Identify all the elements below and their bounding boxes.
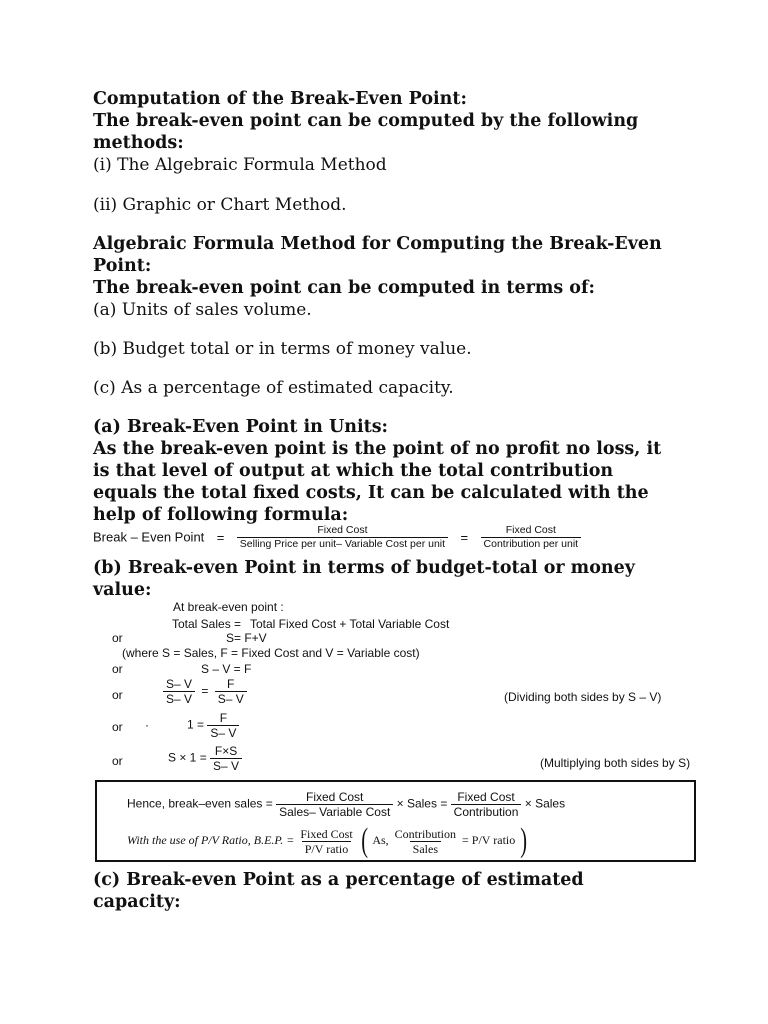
summary-line1-mid: × Sales = [396, 796, 448, 811]
formula-equals: = [460, 529, 469, 545]
term-item-percentage: (c) As a percentage of estimated capacity. [93, 378, 454, 398]
section-a-text-line: is that level of output at which the total contribution [93, 461, 614, 481]
derivation-line4: S – V = F [201, 662, 252, 676]
heading-algebraic-cont: Point: [93, 256, 152, 276]
fraction-numerator: Fixed Cost [306, 790, 364, 804]
fraction-numerator: F [219, 711, 228, 725]
summary-line2-prefix: With the use of P/V Ratio, B.E.P. = [127, 832, 295, 847]
summary-line1-suffix: × Sales [524, 796, 566, 811]
formula-units-lhs: Break – Even Point [93, 529, 205, 545]
fraction-denominator: S– V [207, 725, 239, 740]
fraction-numerator: Fixed Cost [300, 826, 353, 841]
formula-units-fraction-2 [481, 524, 582, 551]
derivation-line5 [163, 677, 247, 706]
fraction [451, 790, 522, 819]
fraction-denominator: Sales– Variable Cost [276, 804, 393, 819]
or-label: or [112, 754, 123, 768]
fraction [392, 827, 459, 856]
heading-methods-intro: The break-even point can be computed by the following [93, 111, 639, 131]
fraction-numerator: S– V [166, 677, 193, 691]
summary-line1-prefix: Hence, break–even sales = [127, 796, 273, 811]
section-b-title-cont: value: [93, 580, 152, 600]
fraction-denominator: Selling Price per unit– Variable Cost per unit [237, 537, 448, 551]
fraction [210, 744, 242, 773]
section-c-title-cont: capacity: [93, 892, 181, 912]
fraction-denominator: S– V [163, 691, 195, 706]
summary-line1 [127, 790, 565, 819]
fraction-denominator: S– V [210, 758, 242, 773]
term-item-units: (a) Units of sales volume. [93, 300, 312, 320]
fraction [276, 790, 393, 819]
formula-equals: = [216, 529, 225, 545]
fraction-denominator: Contribution per unit [481, 537, 582, 551]
derivation-line1-rhs: Total Fixed Cost + Total Variable Cost [250, 617, 450, 631]
formula-units-fraction-1 [237, 524, 448, 551]
section-c-title: (c) Break-even Point as a percentage of estimated [93, 870, 584, 890]
or-label: or [112, 720, 123, 734]
or-label: or [112, 631, 123, 645]
derivation-line7 [168, 744, 242, 773]
fraction-numerator: F×S [214, 744, 238, 758]
summary-line2-suffix: = P/V ratio [462, 832, 516, 847]
left-paren: ( [360, 822, 368, 859]
section-a-text-line: equals the total fixed costs, It can be calculated with the [93, 483, 649, 503]
note-dividing: (Dividing both sides by S – V) [504, 690, 662, 704]
fraction [297, 827, 355, 856]
section-a-text-line: As the break-even point is the point of no profit no loss, it [93, 439, 662, 459]
fraction-numerator: Fixed Cost [317, 524, 368, 536]
heading-methods-intro-cont: methods: [93, 133, 184, 153]
fraction-denominator: S– V [215, 691, 247, 706]
right-paren: ) [520, 822, 528, 859]
heading-computation: Computation of the Break-Even Point: [93, 89, 467, 109]
method-item-algebraic: (i) The Algebraic Formula Method [93, 155, 387, 175]
fraction [215, 677, 247, 706]
fraction [163, 677, 195, 706]
section-a-text-line: help of following formula: [93, 505, 349, 525]
fraction-numerator: Fixed Cost [505, 524, 556, 536]
term-item-budget: (b) Budget total or in terms of money value. [93, 339, 472, 359]
or-label: or [112, 662, 123, 676]
summary-line2-as: As, [372, 832, 389, 847]
derivation-definitions: (where S = Sales, F = Fixed Cost and V = Variable cost) [122, 646, 420, 660]
heading-terms: The break-even point can be computed in terms of: [93, 278, 595, 298]
summary-line2 [127, 824, 530, 858]
equals-sign: = [201, 683, 209, 698]
derivation-intro: At break-even point : [173, 600, 284, 614]
section-b-title: (b) Break-even Point in terms of budget-total or money [93, 558, 635, 578]
fraction-denominator: Contribution [451, 804, 522, 819]
note-multiplying: (Multiplying both sides by S) [540, 756, 691, 770]
formula-units [93, 524, 581, 551]
fraction-numerator: F [227, 677, 235, 691]
fraction-denominator: P/V ratio [302, 841, 351, 856]
section-a-title: (a) Break-Even Point in Units: [93, 417, 389, 437]
fraction-denominator: Sales [410, 841, 441, 856]
derivation-line7-lhs: S × 1 = [168, 750, 207, 765]
method-item-graphic: (ii) Graphic or Chart Method. [93, 195, 347, 215]
fraction-numerator: Contribution [394, 826, 457, 841]
fraction-numerator: Fixed Cost [457, 790, 515, 804]
heading-algebraic: Algebraic Formula Method for Computing the Break-Even [93, 234, 662, 254]
stray-dot: · [145, 718, 149, 732]
fraction [207, 711, 239, 740]
or-label: or [112, 688, 123, 702]
derivation-line6-lhs: 1 = [187, 717, 205, 732]
derivation-line2: S= F+V [226, 631, 267, 645]
derivation-line1-lhs: Total Sales = [172, 617, 242, 631]
derivation-line6 [187, 711, 239, 740]
summary-formula-box [95, 780, 696, 862]
